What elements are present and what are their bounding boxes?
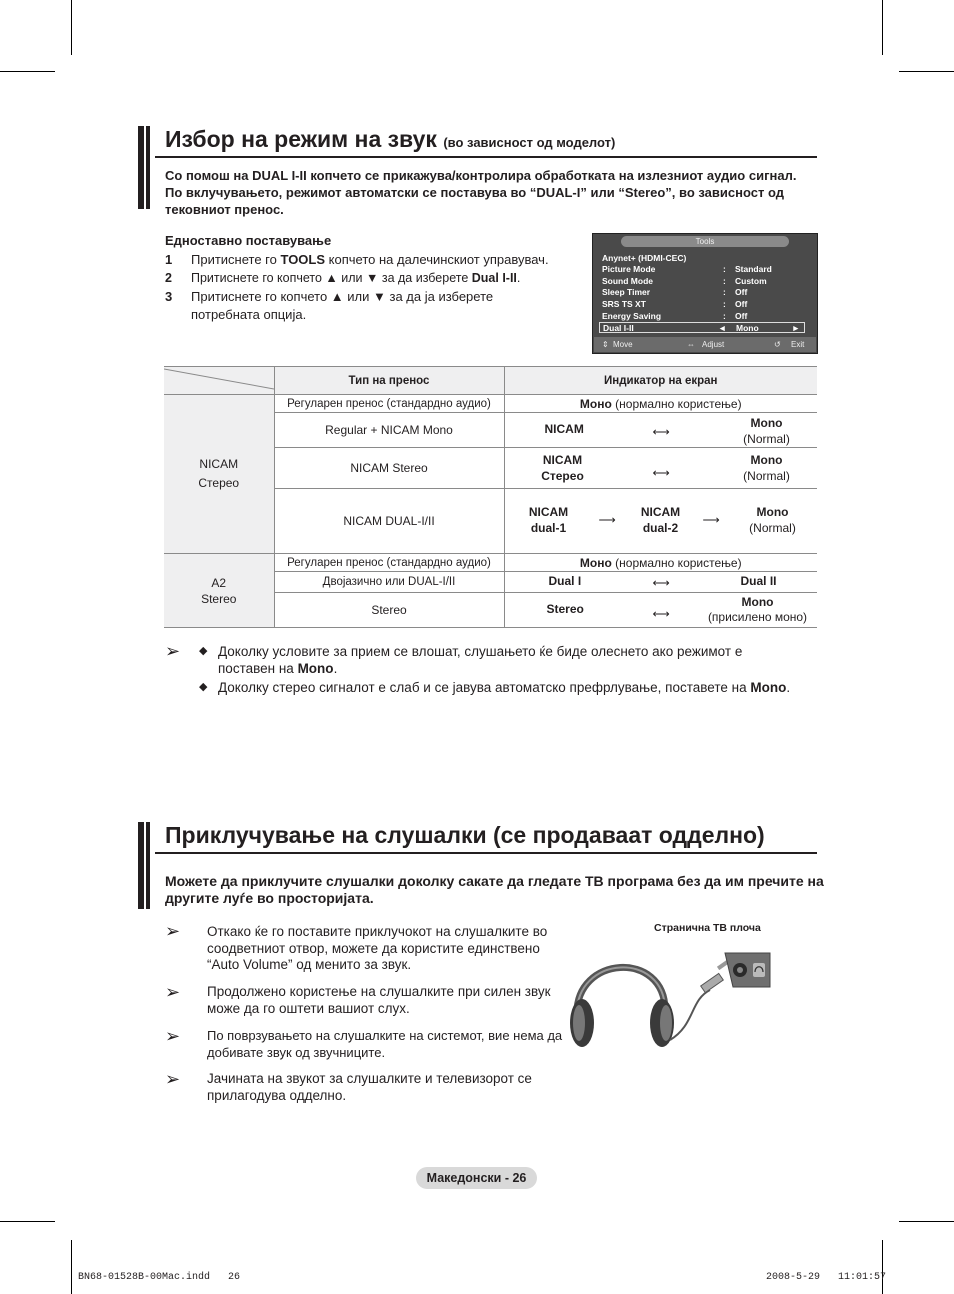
table-cell: Моно (нормално користење) [504, 395, 817, 413]
headphones-illustration [565, 945, 775, 1055]
exit-icon: ↺ [774, 340, 781, 349]
table-cell: Двојазично или DUAL-I/II [274, 572, 504, 593]
menu-row: SRS TS XT : Off [602, 299, 748, 309]
table-row [164, 395, 817, 413]
table-corner [164, 367, 274, 395]
table-cell: NICAM Стерео ⟷ Mono (Normal) [504, 448, 817, 489]
print-date-info: 2008-5-29 11:01:57 [766, 1272, 887, 1283]
section-title: Избор на режим на звук (во зависност од моделот) [165, 126, 616, 152]
menu-help-bar: ⇕ Move ⇔ Adjust ↺ Exit [594, 337, 816, 352]
tools-menu-screenshot [592, 233, 818, 354]
step-3: 3 Притиснете го копчето ▲ или ▼ за да ја изберете потребната опција. [165, 289, 494, 322]
note-text: Доколку условите за прием се влошат, слушањето ќе биде олеснето ако режимот е поставен на Mono. [218, 644, 743, 676]
crop-mark [0, 1221, 55, 1222]
step-2: 2 Притиснете го копчето ▲ или ▼ за да изберете Dual I-II. [165, 271, 521, 285]
table-cell: Моно (нормално користење) [504, 554, 817, 572]
menu-row: Sleep Timer : Off [602, 287, 748, 297]
panel-label: Странична ТВ плоча [654, 922, 761, 934]
section-marker [146, 822, 150, 909]
crop-mark [882, 0, 883, 55]
table-cell: NICAM Stereo [274, 448, 504, 489]
table-header: Тип на пренос [274, 367, 504, 395]
bidirectional-arrow: ⟷ [652, 607, 670, 621]
steps-heading: Едноставно поставување [165, 233, 332, 248]
step-1: 1 Притиснете го TOOLS копчето на далечинскиот управувач. [165, 252, 549, 267]
note-text: Доколку стерео сигналот е слаб и се јавува автоматско префрлување, поставете на Mono. [218, 680, 791, 695]
crop-mark [899, 71, 954, 72]
note-arrow-icon: ➢ [165, 1069, 181, 1089]
note-arrow-icon: ➢ [165, 921, 181, 941]
menu-row: Energy Saving : Off [602, 311, 748, 321]
signal-table [164, 366, 817, 628]
group-label: NICAM Стерео [164, 395, 274, 554]
menu-row: Picture Mode : Standard [602, 264, 772, 274]
move-icon: ⇕ [602, 340, 609, 349]
table-cell: NICAM ⟷ Mono (Normal) [504, 413, 817, 448]
menu-row: Anynet+ (HDMI-CEC) [602, 253, 687, 263]
menu-row: Sound Mode : Custom [602, 276, 767, 286]
note-text: Продолжено користење на слушалките при силен звук може да го оштети вашиот слух. [207, 984, 551, 1016]
menu-row-selected: Dual I-II ◄ Mono ► [599, 322, 805, 333]
bullet-icon: ◆ [199, 645, 208, 657]
section-subtitle: (во зависност од моделот) [443, 135, 616, 150]
table-header-row [164, 367, 817, 395]
bullet-icon: ◆ [199, 681, 208, 693]
section-marker [138, 822, 144, 909]
table-cell: Stereo [274, 593, 504, 628]
section-marker [146, 126, 150, 209]
section-title: Приклучување на слушалки (се продаваат одделно) [165, 822, 765, 848]
table-cell: Регуларен пренос (стандардно аудио) [274, 395, 504, 413]
table-cell: Regular + NICAM Mono [274, 413, 504, 448]
crop-mark [899, 1221, 954, 1222]
title-rule [155, 852, 817, 854]
right-arrow: ⟶ [598, 513, 616, 527]
table-row [164, 554, 817, 572]
title-rule [155, 156, 817, 158]
crop-mark [0, 71, 55, 72]
note-text: Јачината на звукот за слушалките и телевизорот се прилагодува одделно. [207, 1071, 532, 1103]
group-label: A2 Stereo [164, 554, 274, 628]
tools-menu-title: Tools [621, 236, 789, 247]
right-arrow: ⟶ [702, 513, 720, 527]
table-cell: NICAM dual-1 ⟶ NICAM dual-2 ⟶ Mono (Normal) [504, 489, 817, 554]
diagonal-line [164, 367, 274, 395]
crop-mark [71, 0, 72, 55]
bidirectional-arrow: ⟷ [652, 466, 670, 480]
crop-mark [882, 1240, 883, 1294]
section-intro: Со помош на DUAL I-II копчето се прикажува/контролира обработката на излезниот аудио сигнал. По вклучувањето, режимот автоматски се поставува во “DUAL-I” или “Stereo”, во зависност од тековниот пренос. [165, 168, 797, 217]
page-number-badge: Македонски - 26 [416, 1167, 537, 1189]
note-arrow-icon: ➢ [165, 982, 181, 1002]
table-header: Индикатор на екран [504, 367, 817, 395]
table-cell: Stereo ⟷ Mono (присилено моно) [504, 593, 817, 628]
section-intro: Можете да приклучите слушалки доколку сакате да гледате ТВ програма без да им пречите на другите луѓе во просторијата. [165, 873, 824, 906]
adjust-icon: ⇔ [687, 340, 695, 349]
note-text: По поврзувањето на слушалките на системот, вие нема да добивате звук од звучниците. [207, 1028, 563, 1060]
bidirectional-arrow: ⟷ [652, 576, 670, 590]
note-arrow-icon: ➢ [165, 641, 181, 661]
table-cell: NICAM DUAL-I/II [274, 489, 504, 554]
bidirectional-arrow: ⟷ [652, 425, 670, 439]
table-cell: Dual I ⟷ Dual II [504, 572, 817, 593]
print-file-info: BN68-01528B-00Mac.indd 26 [78, 1272, 241, 1283]
section-marker [138, 126, 144, 209]
crop-mark [71, 1240, 72, 1294]
table-cell: Регуларен пренос (стандардно аудио) [274, 554, 504, 572]
note-text: Откако ќе го поставите приклучокот на слушалките во соодветниот отвор, можете да користите единствено “Auto Volume” од менито за звук. [207, 924, 548, 972]
note-arrow-icon: ➢ [165, 1026, 181, 1046]
